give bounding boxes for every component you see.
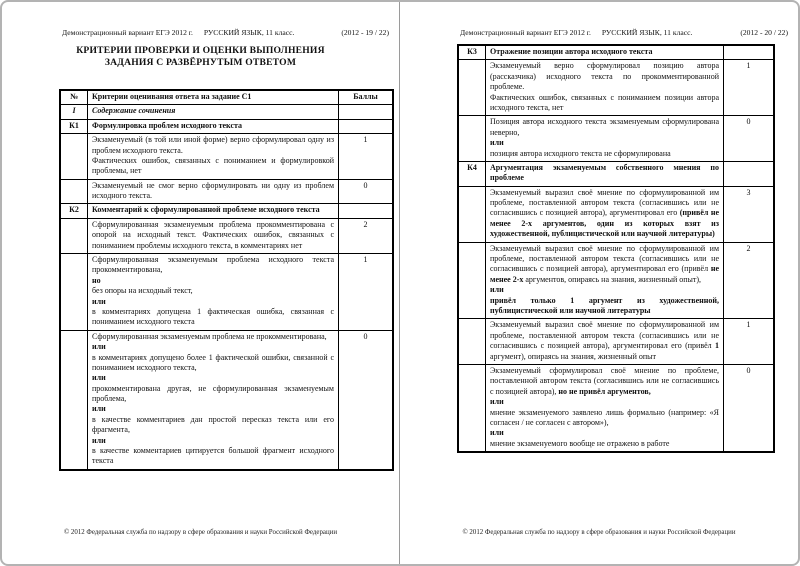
score-cell: 3 — [724, 186, 775, 242]
score-cell — [339, 119, 394, 133]
header-page-ref: (2012 - 19 / 22) — [341, 28, 389, 37]
criterion-number-cell — [458, 186, 486, 242]
criterion-text-cell: Позиция автора исходного текста экзаменуемым сформулирована неверно, или позиция автора исходного текста не сформулирована — [486, 116, 724, 162]
title-line-1: КРИТЕРИИ ПРОВЕРКИ И ОЦЕНКИ ВЫПОЛНЕНИЯ — [76, 45, 325, 56]
criterion-text-cell: Отражение позиции автора исходного текста — [486, 45, 724, 60]
criterion-text-cell: Экзаменуемый сформулировал своё мнение по проблеме, поставленной автором текста (согласившись или не согласившись с позицией автора), но не привёл аргументов, или мнение экзаменуемого заявлено лишь формально (например: «Я согласен / не согласен с автором»), или мнение экзаменуемого вообще не отражено в работе — [486, 364, 724, 452]
criterion-number-cell: К1 — [60, 119, 88, 133]
table-row — [458, 60, 774, 116]
table-row — [60, 218, 393, 253]
criterion-text-cell: Сформулированная экзаменуемым проблема прокомментирована с опорой на исходный текст. Фактических ошибок, связанных с пониманием проблемы исходного текста, в комментариях нет — [88, 218, 339, 253]
criterion-number-cell — [60, 218, 88, 253]
criterion-number-cell — [458, 116, 486, 162]
score-cell: Баллы — [339, 90, 394, 105]
score-cell: 1 — [724, 319, 775, 365]
criterion-number-cell: К3 — [458, 45, 486, 60]
criterion-text-cell: Экзаменуемый выразил своё мнение по сформулированной им проблеме, поставленной автором текста (согласившись или не согласившись с позицией автора), аргументировал его (привёл 1 аргумент), опираясь на знания, жизненный опыт — [486, 319, 724, 365]
header-left — [62, 28, 303, 37]
document-title — [2, 45, 399, 70]
criterion-text-cell: Экзаменуемый верно сформулировал позицию автора (рассказчика) исходного текста по прокомментированной проблеме. Фактических ошибок, связанных с пониманием позиции автора исходного текста, нет — [486, 60, 724, 116]
criterion-number-cell: К4 — [458, 161, 486, 186]
criterion-text-cell: Экзаменуемый выразил своё мнение по сформулированной им проблеме, поставленной автором текста (согласившись или не согласившись с позицией автора), аргументировал его (привёл не менее 2-х аргументов, один из которых взят из художественной, публицистической или научной литературы) — [486, 186, 724, 242]
title-line-2: ЗАДАНИЯ С РАЗВЁРНУТЫМ ОТВЕТОМ — [104, 57, 297, 69]
score-cell: 0 — [724, 116, 775, 162]
table-row — [60, 330, 393, 470]
score-cell: 1 — [724, 60, 775, 116]
header-variant: Демонстрационный вариант ЕГЭ 2012 г. — [460, 28, 591, 37]
criterion-number-cell — [458, 242, 486, 319]
criteria-table-left — [59, 89, 394, 471]
criterion-number-cell: К2 — [60, 204, 88, 218]
criteria-table-right — [457, 44, 775, 453]
table-row — [458, 364, 774, 452]
score-cell: 1 — [339, 254, 394, 331]
page-20 — [400, 2, 798, 564]
criterion-text-cell: Критерии оценивания ответа на задание С1 — [88, 90, 339, 105]
criterion-text-cell: Экзаменуемый не смог верно сформулировать ни одну из проблем исходного текста. — [88, 179, 339, 204]
table-row — [60, 254, 393, 331]
score-cell: 2 — [724, 242, 775, 319]
page-19 — [2, 2, 400, 564]
score-cell: 0 — [724, 364, 775, 452]
score-cell: 0 — [339, 179, 394, 204]
score-cell: 1 — [339, 134, 394, 180]
criterion-number-cell — [458, 60, 486, 116]
criterion-number-cell — [60, 330, 88, 470]
table-row — [458, 242, 774, 319]
criterion-text-cell: Комментарий к сформулированной проблеме исходного текста — [88, 204, 339, 218]
criterion-text-cell: Экзаменуемый выразил своё мнение по сформулированной им проблеме, поставленной автором текста (согласившись или не согласившись с позицией автора), аргументировал его (привёл не менее 2-х аргументов, опираясь на знания, жизненный опыт), или привёл только 1 аргумент из художественной, публицистической или научной литературы — [486, 242, 724, 319]
criterion-number-cell — [60, 134, 88, 180]
header-subject: РУССКИЙ ЯЗЫК, 11 класс. — [601, 28, 693, 37]
criterion-text-cell: Сформулированная экзаменуемым проблема не прокомментирована, или в комментариях допущено более 1 фактической ошибки, связанной с пониманием исходного текста, или прокомментирована другая, не сформулированная экзаменуемым проблема, или в качестве комментариев дан простой пересказ текста или его фрагмента, или в качестве комментариев цитируется большой фрагмент исходного текста — [88, 330, 339, 470]
table-row — [458, 45, 774, 60]
table-row — [60, 204, 393, 218]
criterion-text-cell: Содержание сочинения — [88, 105, 339, 119]
criterion-text-cell: Сформулированная экзаменуемым проблема исходного текста прокомментирована, но без опоры на исходный текст, или в комментариях допущена 1 фактическая ошибка, связанная с пониманием исходного текста — [88, 254, 339, 331]
criterion-number-cell — [458, 364, 486, 452]
table-row — [458, 161, 774, 186]
table-row — [60, 90, 393, 105]
criterion-text-cell: Экзаменуемый (в той или иной форме) верно сформулировал одну из проблем исходного текста. Фактических ошибок, связанных с пониманием и формулировкой проблемы, нет — [88, 134, 339, 180]
criterion-number-cell — [60, 254, 88, 331]
criterion-text-cell: Формулировка проблем исходного текста — [88, 119, 339, 133]
header-page-ref: (2012 - 20 / 22) — [740, 28, 788, 37]
score-cell — [724, 45, 775, 60]
page-footer: © 2012 Федеральная служба по надзору в сфере образования и науки Российской Федерации — [63, 529, 338, 536]
criterion-number-cell: № — [60, 90, 88, 105]
table-row — [60, 134, 393, 180]
page-header — [62, 28, 389, 37]
score-cell — [339, 105, 394, 119]
header-subject: РУССКИЙ ЯЗЫК, 11 класс. — [203, 28, 295, 37]
page-header — [460, 28, 788, 37]
header-variant: Демонстрационный вариант ЕГЭ 2012 г. — [62, 28, 193, 37]
criterion-number-cell — [60, 179, 88, 204]
header-left — [460, 28, 701, 37]
page-footer: © 2012 Федеральная служба по надзору в сфере образования и науки Российской Федерации — [462, 529, 736, 536]
table-row — [458, 116, 774, 162]
table-row — [60, 179, 393, 204]
criterion-number-cell: I — [60, 105, 88, 119]
score-cell: 2 — [339, 218, 394, 253]
table-row — [60, 105, 393, 119]
criterion-text-cell: Аргументация экзаменуемым собственного мнения по проблеме — [486, 161, 724, 186]
table-row — [60, 119, 393, 133]
table-row — [458, 186, 774, 242]
table-row — [458, 319, 774, 365]
score-cell: 0 — [339, 330, 394, 470]
score-cell — [724, 161, 775, 186]
score-cell — [339, 204, 394, 218]
criterion-number-cell — [458, 319, 486, 365]
